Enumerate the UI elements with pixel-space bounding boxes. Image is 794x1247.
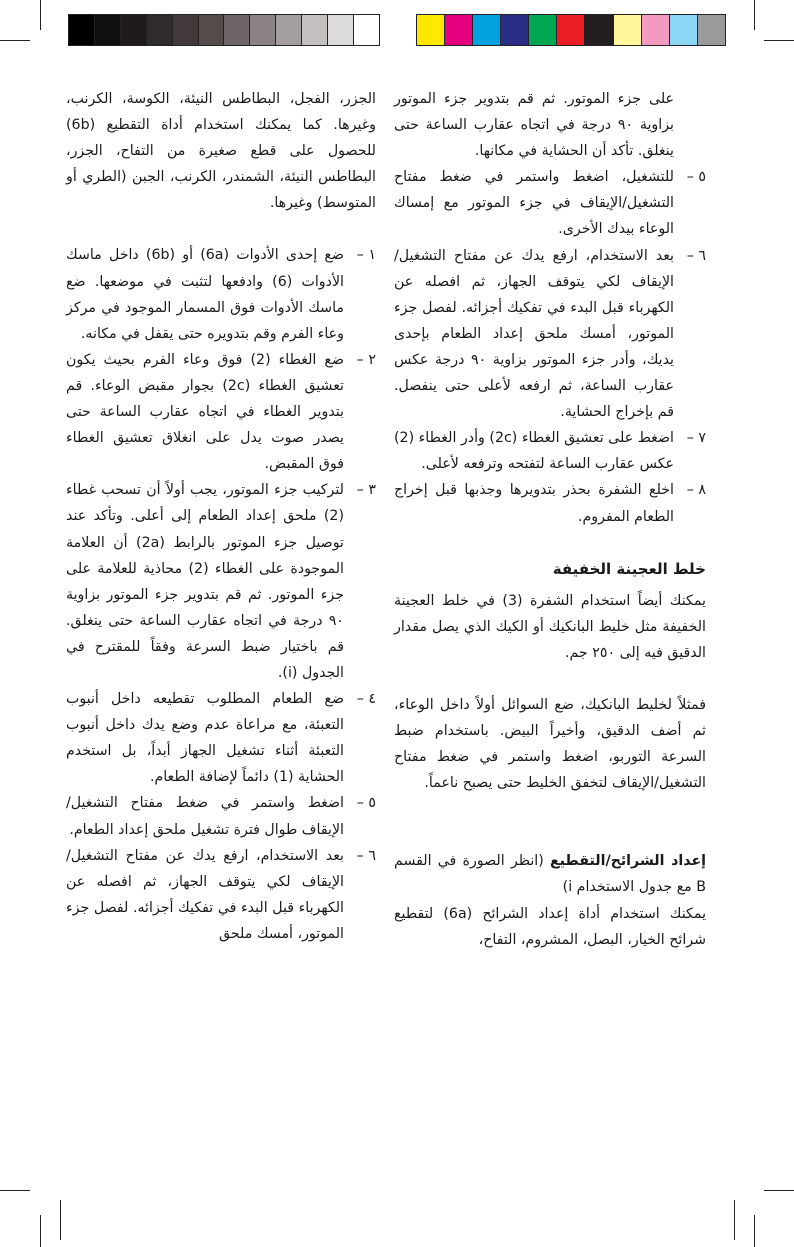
crop-mark-bottom-left — [40, 1215, 41, 1247]
step-text: ضع الطعام المطلوب تقطيعه داخل أنبوب التعبئة، مع مراعاة عدم وضع يدك داخل أنبوب التعبئة أثناء تشغيل الجهاز أبداً، بل استخدم الحشاية (1) دائماً لإضافة الطعام. — [66, 691, 344, 786]
left-column — [66, 86, 376, 947]
step-text: اضغط واستمر في ضغط مفتاح التشغيل/الإيقاف طوال فترة تشغيل ملحق إعداد الطعام. — [66, 795, 344, 838]
step-number: ١ – — [356, 247, 376, 264]
crop-mark-top-right — [754, 0, 755, 30]
step-text: للتشغيل، اضغط واستمر في ضغط مفتاح التشغيل/الإيقاف في جزء الموتور مع إمساك الوعاء بيدك الأخرى. — [394, 169, 674, 238]
grayscale-swatch — [354, 15, 379, 45]
grayscale-swatch — [224, 15, 250, 45]
crop-mark-top-right-h — [764, 40, 794, 41]
grayscale-swatch — [95, 15, 121, 45]
process-color-bar — [416, 14, 726, 46]
right-intro-text: على جزء الموتور. ثم قم بتدوير جزء الموتور بزاوية ٩٠ درجة في اتجاه عقارب الساعة حتى ينغلق. تأكد أن الحشاية في مكانها. — [394, 91, 674, 160]
step-number: ٦ – — [686, 247, 706, 264]
left-step-5 — [66, 790, 376, 842]
step-text: اضغط على تعشيق الغطاء (2c) وأدر الغطاء (2) عكس عقارب الساعة لتفتحه وترفعه لأعلى. — [394, 430, 674, 473]
left-step-1 — [66, 242, 376, 346]
right-step-1 — [394, 164, 706, 242]
left-intro-text: الجزر، الفجل، البطاطس النيئة، الكوسة، الكرنب، وغيرها. كما يمكنك استخدام أداة التقطيع (6b) للحصول على قطع صغيرة من التفاح، الجزر، البطاطس النيئة، الشمندر، الكرنب، الجبن (الطري أو المتوسط) وغيرها. — [66, 91, 376, 212]
process-color-swatch — [445, 15, 473, 45]
right-step-3 — [394, 425, 706, 477]
grayscale-swatch — [276, 15, 302, 45]
right-column — [394, 86, 706, 953]
grayscale-color-bar — [68, 14, 380, 46]
process-color-swatch — [417, 15, 445, 45]
process-color-swatch — [670, 15, 698, 45]
step-text: بعد الاستخدام، ارفع يدك عن مفتاح التشغيل/الإيقاف لكي يتوقف الجهاز، ثم افصله عن الكهرباء قبل البدء في تفكيك أجزائه. لفصل جزء الموتور، أمسك ملحق — [66, 847, 344, 942]
grayscale-swatch — [69, 15, 95, 45]
step-number: ٣ – — [356, 482, 376, 499]
grayscale-swatch — [250, 15, 276, 45]
left-step-6 — [66, 843, 376, 947]
crop-mark-bottom-left-v2 — [60, 1200, 61, 1240]
step-number: ٤ – — [356, 691, 376, 708]
step-number: ٢ – — [356, 351, 376, 368]
step-text: بعد الاستخدام، ارفع يدك عن مفتاح التشغيل/الإيقاف لكي يتوقف الجهاز، ثم افصله عن الكهرباء قبل البدء في تفكيك أجزائه. لفصل جزء الموتور، أمسك ملحق إعداد الطعام بإحدى يديك، وأدر جزء الموتور بزاوية ٩٠ درجة عكس عقارب الساعة، ثم ارفعه لأعلى حتى ينفصل. قم بإخراج الحشاية. — [394, 247, 674, 421]
grayscale-swatch — [147, 15, 173, 45]
slicing-heading: إعداد الشرائح/التقطيع — [549, 853, 707, 870]
batter-heading: خلط العجينة الخفيفة — [552, 559, 706, 578]
crop-mark-top-left-h — [0, 40, 30, 41]
process-color-swatch — [501, 15, 529, 45]
step-number: ٧ – — [686, 430, 706, 447]
grayscale-swatch — [302, 15, 328, 45]
right-step-2 — [394, 243, 706, 426]
crop-mark-top-left — [40, 0, 41, 30]
crop-mark-bottom-right — [754, 1215, 755, 1247]
process-color-swatch — [473, 15, 501, 45]
slicing-heading-line — [394, 848, 706, 900]
grayscale-swatch — [328, 15, 354, 45]
right-step-4 — [394, 477, 706, 529]
crop-mark-bottom-right-v2 — [734, 1200, 735, 1240]
process-color-swatch — [614, 15, 642, 45]
left-step-2 — [66, 347, 376, 477]
step-number: ٥ – — [686, 169, 706, 186]
step-number: ٨ – — [686, 482, 706, 499]
crop-mark-bottom-right-h — [764, 1190, 794, 1191]
process-color-swatch — [529, 15, 557, 45]
process-color-swatch — [557, 15, 585, 45]
step-number: ٥ – — [356, 795, 376, 812]
grayscale-swatch — [121, 15, 147, 45]
right-steps-list — [394, 164, 706, 529]
step-text: لتركيب جزء الموتور، يجب أولاً أن تسحب غطاء (2) ملحق إعداد الطعام إلى أعلى. وتأكد عند توصيل جزء الموتور بالرابط (2a) أن العلامة الموجودة على الغطاء (2) محاذية للعلامة على جزء الموتور. ثم قم بتدوير جزء الموتور بزاوية ٩٠ درجة في اتجاه عقارب الساعة حتى ينغلق. قم باختيار ضبط السرعة وفقاً للمقترح في الجدول (i). — [66, 482, 344, 681]
process-color-swatch — [698, 15, 725, 45]
process-color-swatch — [642, 15, 670, 45]
crop-mark-bottom-left-h — [0, 1190, 30, 1191]
step-text: ضع الغطاء (2) فوق وعاء الفرم بحيث يكون تعشيق الغطاء (2c) بجوار مقبض الوعاء. قم بتدوير الغطاء في اتجاه عقارب الساعة حتى يصدر صوت يدل على انغلاق تعشيق الغطاء فوق المقبض. — [66, 351, 345, 473]
grayscale-swatch — [199, 15, 225, 45]
slicing-paragraph: يمكنك استخدام أداة إعداد الشرائح (6a) لتقطيع شرائح الخيار، البصل، المشروم، التفاح، — [394, 905, 707, 948]
batter-paragraph-2: فمثلاً لخليط البانكيك، ضع السوائل أولاً داخل الوعاء، ثم أضف الدقيق، وأخيراً البيض. باستخدام ضبط السرعة التوربو، اضغط واستمر في ضغط مفتاح التشغيل/الإيقاف لتخفق الخليط حتى يصبح ناعماً. — [394, 696, 706, 792]
slicing-heading-note: (انظر الصورة في القسم B مع جدول الاستخدام i) — [394, 853, 706, 896]
left-steps-list — [66, 242, 376, 947]
step-number: ٦ – — [356, 847, 376, 864]
grayscale-swatch — [173, 15, 199, 45]
left-step-3 — [66, 477, 376, 686]
step-text: اخلع الشفرة بحذر بتدويرها وجذبها قبل إخراج الطعام المفروم. — [394, 482, 674, 525]
batter-paragraph-1: يمكنك أيضاً استخدام الشفرة (3) في خلط العجينة الخفيفة مثل خليط البانكيك أو الكيك الذي يصل مقدار الدقيق فيه إلى ٢٥٠ جم. — [394, 592, 706, 661]
step-text: ضع إحدى الأدوات (6a) أو (6b) داخل ماسك الأدوات (6) وادفعها لتثبت في موضعها. ضع ماسك الأدوات فوق المسمار الموجود في مركز وعاء الفرم وقم بتدويره حتى يقفل في مكانه. — [66, 247, 345, 342]
process-color-swatch — [585, 15, 613, 45]
left-step-4 — [66, 686, 376, 790]
